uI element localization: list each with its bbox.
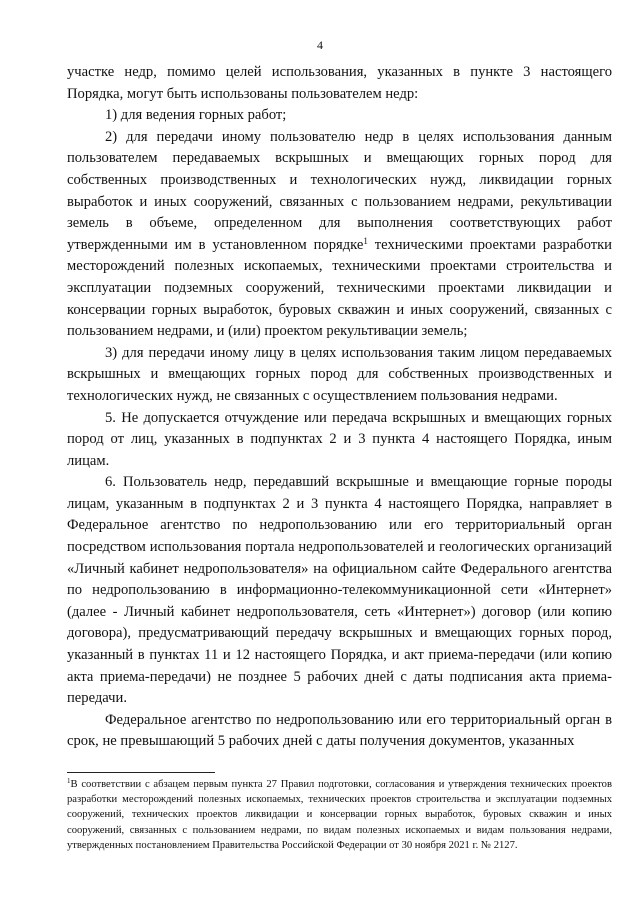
paragraph-text: участке недр, помимо целей использования, указанных в пункте 3 настоящего Порядка, могут быть использованы пользователем недр: <box>67 64 612 102</box>
paragraph-text: 5. Не допускается отчуждение или передача вскрышных и вмещающих горных пород от лиц, указанных в подпунктах 2 и 3 пункта 4 настоящего Порядка, иным лицам. <box>67 409 612 469</box>
paragraph-5 <box>67 472 612 710</box>
footnote <box>67 777 612 853</box>
paragraph-1 <box>67 105 612 127</box>
paragraph-4 <box>67 408 612 473</box>
page-number: 4 <box>317 38 323 52</box>
paragraph-text: 6. Пользователь недр, передавший вскрышные и вмещающие горные породы лицам, указанным в подпунктах 2 и 3 пункта 4 настоящего Порядка, направляет в Федеральное агентство по недропользованию или его территориальный орган посредством использования портала недропользователей и геологических организаций «Личный кабинет недропользователя» на официальном сайте Федерального агентства по недропользованию в информационно-телекоммуникационной сети «Интернет» (далее - Личный кабинет недропользователя, сеть «Интернет») договор (или копию договора), предусматривающий передачу вскрышных и вмещающих горных пород, указанный в пунктах 11 и 12 настоящего Порядка, и акт приема-передачи (или копию акта приема-передачи) не позднее 5 рабочих дней с даты подписания акта приема-передачи. <box>67 474 612 707</box>
paragraph-text-continued: техническими проектами разработки месторождений полезных ископаемых, техническими проектами строительства и эксплуатации подземных сооружений, техническими проектами ликвидации и консервации горных выработок, буровых скважин и иных сооружений, связанных с пользованием недрами, и (или) проектом рекультивации земель; <box>67 236 612 340</box>
paragraph-text: 1) для ведения горных работ; <box>105 107 287 124</box>
paragraph-3 <box>67 343 612 408</box>
body-text <box>67 62 612 753</box>
footnote-separator <box>67 772 215 773</box>
footnote-reference: 1 <box>363 235 368 246</box>
paragraph-2 <box>67 127 612 343</box>
paragraph-6 <box>67 710 612 753</box>
paragraph-text: 2) для передачи иному пользователю недр в целях использования данным пользователем передаваемых вскрышных и вмещающих горных пород для собственных производственных и технологических нужд, ликвидации горных выработок и иных сооружений, связанных с пользованием недрами, рекультивации земель в объеме, определенном для выполнения соответствующих работ утвержденными им в установленном порядке <box>67 128 612 253</box>
footnote-text: В соответствии с абзацем первым пункта 27 Правил подготовки, согласования и утверждения технических проектов разработки месторождений полезных ископаемых, технических проектов строительства и эксплуатации подземных сооружений, технических проектов ликвидации и консервации горных выработок, буровых скважин и иных сооружений, связанных с пользованием недрами, по видам полезных ископаемых и видам пользования недрами, утвержденных постановлением Правительства Российской Федерации от 30 ноября 2021 г. № 2127. <box>67 779 612 851</box>
paragraph-text: 3) для передачи иному лицу в целях использования таким лицом передаваемых вскрышных и вмещающих горных пород для собственных производственных и технологических нужд, не связанных с осуществлением пользования недрами. <box>67 344 612 404</box>
footnote-marker: 1 <box>67 777 71 785</box>
paragraph-0 <box>67 62 612 105</box>
paragraph-text: Федеральное агентство по недропользованию или его территориальный орган в срок, не превышающий 5 рабочих дней с даты получения документов, указанных <box>67 711 612 750</box>
